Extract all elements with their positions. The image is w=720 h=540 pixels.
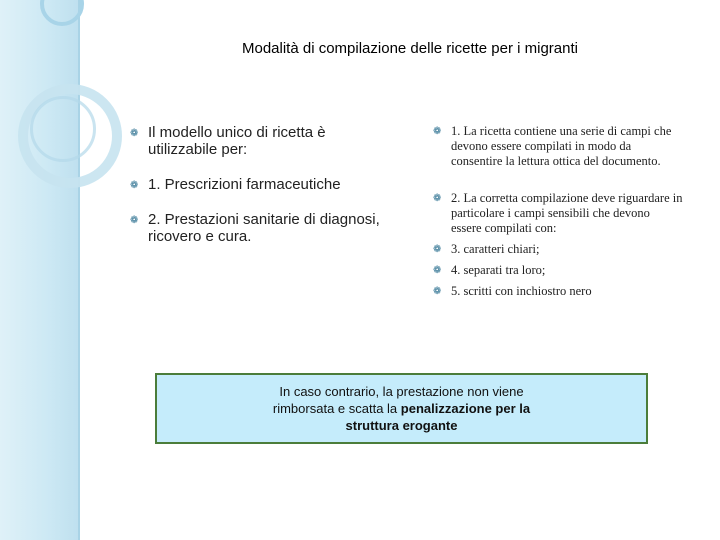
list-item bbox=[433, 263, 683, 278]
list-item-text: 5. scritti con inchiostro nero bbox=[451, 284, 592, 298]
callout-line-2-prefix: rimborsata e scatta la bbox=[272, 401, 401, 416]
list-item-text: 2. Prestazioni sanitarie di diagnosi, ricovero e cura. bbox=[148, 211, 380, 245]
list-item-text: Il modello unico di ricetta è utilizzabile per: bbox=[148, 124, 326, 158]
leaf-bullet-icon: ❁ bbox=[433, 126, 442, 137]
callout-line-3-bold: struttura erogante bbox=[345, 418, 458, 433]
leaf-bullet-icon: ❁ bbox=[433, 265, 442, 276]
list-item bbox=[433, 284, 683, 299]
callout-line-1: In caso contrario, la prestazione non viene bbox=[279, 384, 524, 399]
list-item bbox=[433, 191, 683, 236]
leaf-bullet-icon: ❁ bbox=[433, 286, 442, 297]
slide-title: Modalità di compilazione delle ricette per i migranti bbox=[242, 40, 578, 57]
list-item-text: 1. La ricetta contiene una serie di campi che devono essere compilati in modo da consentire la lettura ottica del documento. bbox=[451, 124, 672, 168]
list-item-text: 4. separati tra loro; bbox=[451, 263, 546, 277]
leaf-bullet-icon: ❁ bbox=[130, 180, 139, 191]
decorative-side-strip bbox=[0, 0, 80, 540]
left-bullet-list bbox=[130, 124, 380, 261]
callout-box bbox=[155, 373, 648, 444]
list-item bbox=[130, 176, 380, 193]
leaf-bullet-icon: ❁ bbox=[130, 128, 139, 139]
list-item bbox=[130, 211, 380, 245]
list-item-text: 1. Prescrizioni farmaceutiche bbox=[148, 176, 341, 193]
list-item-text: 2. La corretta compilazione deve riguardare in particolare i campi sensibili che devono essere compilati con: bbox=[451, 191, 683, 235]
leaf-bullet-icon: ❁ bbox=[130, 215, 139, 226]
callout-text bbox=[273, 383, 530, 434]
list-item bbox=[130, 124, 380, 158]
list-item bbox=[433, 242, 683, 257]
list-item bbox=[433, 124, 683, 169]
right-bullet-list bbox=[433, 124, 683, 305]
list-item-text: 3. caratteri chiari; bbox=[451, 242, 540, 256]
leaf-bullet-icon: ❁ bbox=[433, 244, 442, 255]
callout-line-2-bold: penalizzazione per la bbox=[400, 401, 531, 416]
decorative-ring-inner bbox=[30, 96, 96, 162]
leaf-bullet-icon: ❁ bbox=[433, 193, 442, 204]
